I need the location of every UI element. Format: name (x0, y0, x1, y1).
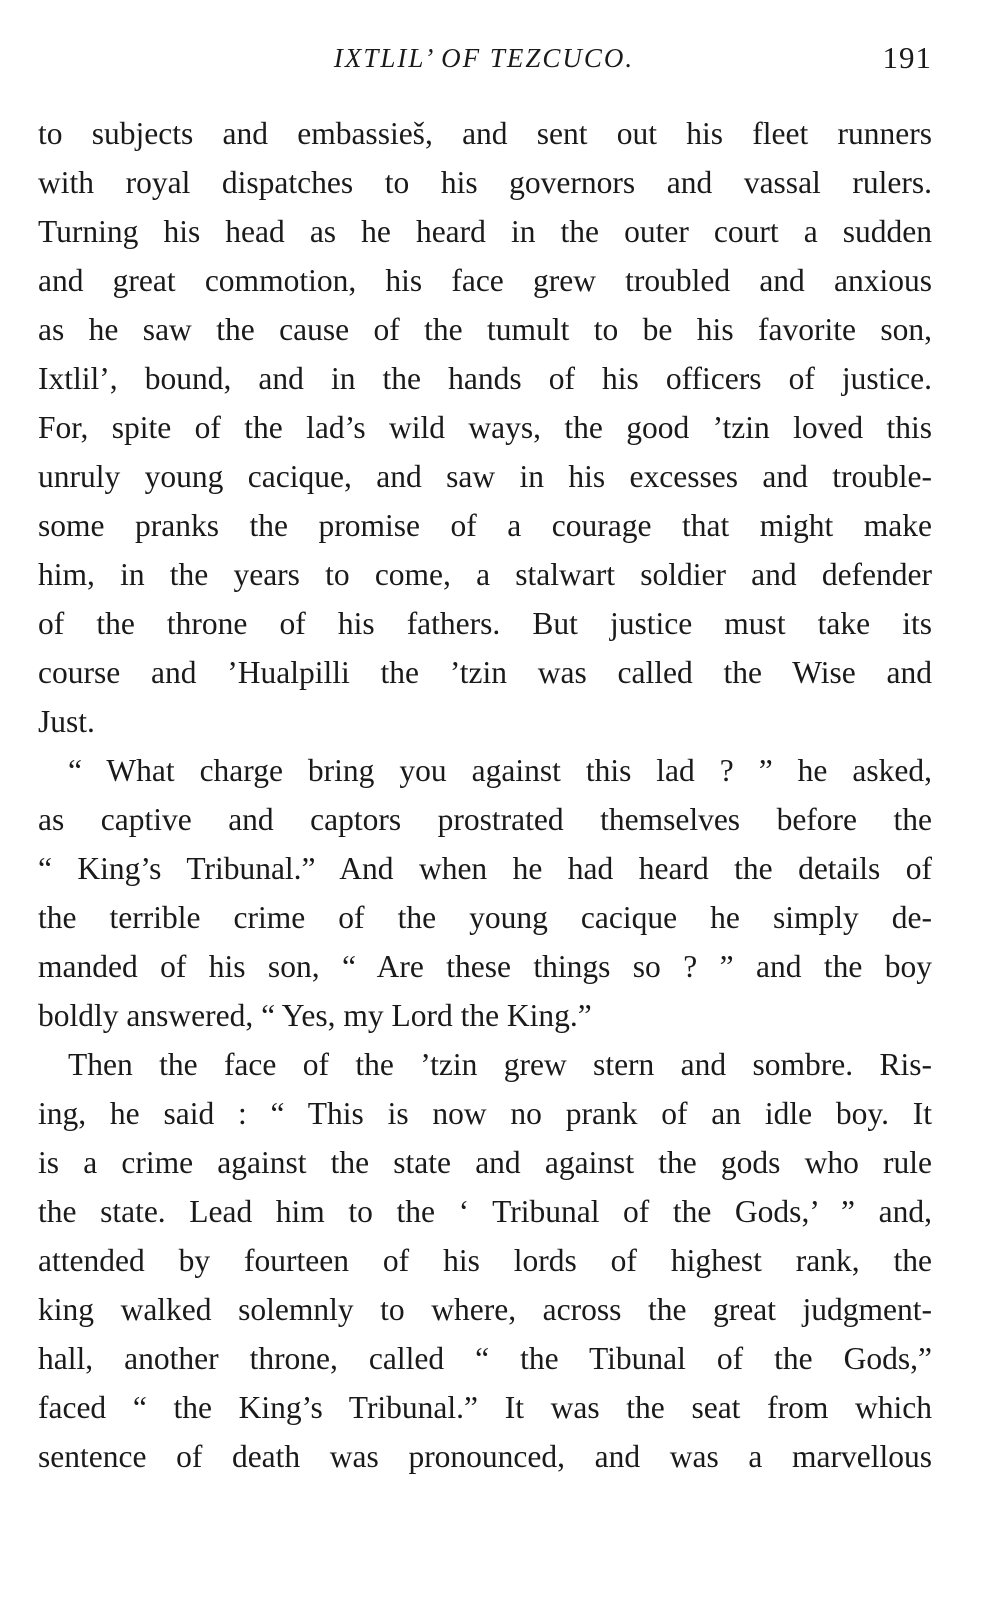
text-line: attended by fourteen of his lords of highest rank, the (38, 1243, 932, 1278)
text-line: king walked solemnly to where, across the great judgment- (38, 1292, 932, 1327)
text-line: “ What charge bring you against this lad ? ” he asked, (68, 753, 932, 788)
text-line: course and ’Hualpilli the ’tzin was called the Wise and (38, 655, 932, 690)
running-title: IXTLIL’ OF TEZCUCO. (333, 43, 635, 73)
text-line: faced “ the King’s Tribunal.” It was the seat from which (38, 1390, 932, 1425)
text-line: manded of his son, “ Are these things so ? ” and the boy (38, 949, 932, 984)
text-line: unruly young cacique, and saw in his excesses and trouble- (38, 459, 932, 494)
text-line: and great commotion, his face grew troubled and anxious (38, 263, 932, 298)
text-line: Just. (38, 704, 95, 739)
text-line: with royal dispatches to his governors and vassal rulers. (38, 165, 932, 200)
text-line: boldly answered, “ Yes, my Lord the King.” (38, 998, 592, 1033)
text-line: the state. Lead him to the ‘ Tribunal of the Gods,’ ” and, (38, 1194, 932, 1229)
page-number: 191 (882, 40, 932, 75)
text-line: as he saw the cause of the tumult to be his favorite son, (38, 312, 932, 347)
running-head (36, 38, 932, 78)
text-line: him, in the years to come, a stalwart soldier and defender (38, 557, 932, 592)
text-line: “ King’s Tribunal.” And when he had heard the details of (38, 851, 932, 886)
text-line: ing, he said : “ This is now no prank of an idle boy. It (38, 1096, 932, 1131)
text-line: For, spite of the lad’s wild ways, the good ’tzin loved this (38, 410, 932, 445)
text-line: the terrible crime of the young cacique he simply de- (38, 900, 932, 935)
text-line: Then the face of the ’tzin grew stern and sombre. Ris- (68, 1047, 932, 1082)
text-line: is a crime against the state and against the gods who rule (38, 1145, 932, 1180)
body-text (38, 109, 932, 1481)
text-line: of the throne of his fathers. But justice must take its (38, 606, 932, 641)
text-line: Turning his head as he heard in the outer court a sudden (38, 214, 932, 249)
text-line: to subjects and embassieš, and sent out his fleet runners (38, 116, 932, 151)
text-line: Ixtlil’, bound, and in the hands of his officers of justice. (38, 361, 932, 396)
text-line: some pranks the promise of a courage that might make (38, 508, 932, 543)
text-line: sentence of death was pronounced, and was a marvellous (38, 1439, 932, 1474)
text-line: as captive and captors prostrated themselves before the (38, 802, 932, 837)
text-line: hall, another throne, called “ the Tibunal of the Gods,” (38, 1341, 932, 1376)
